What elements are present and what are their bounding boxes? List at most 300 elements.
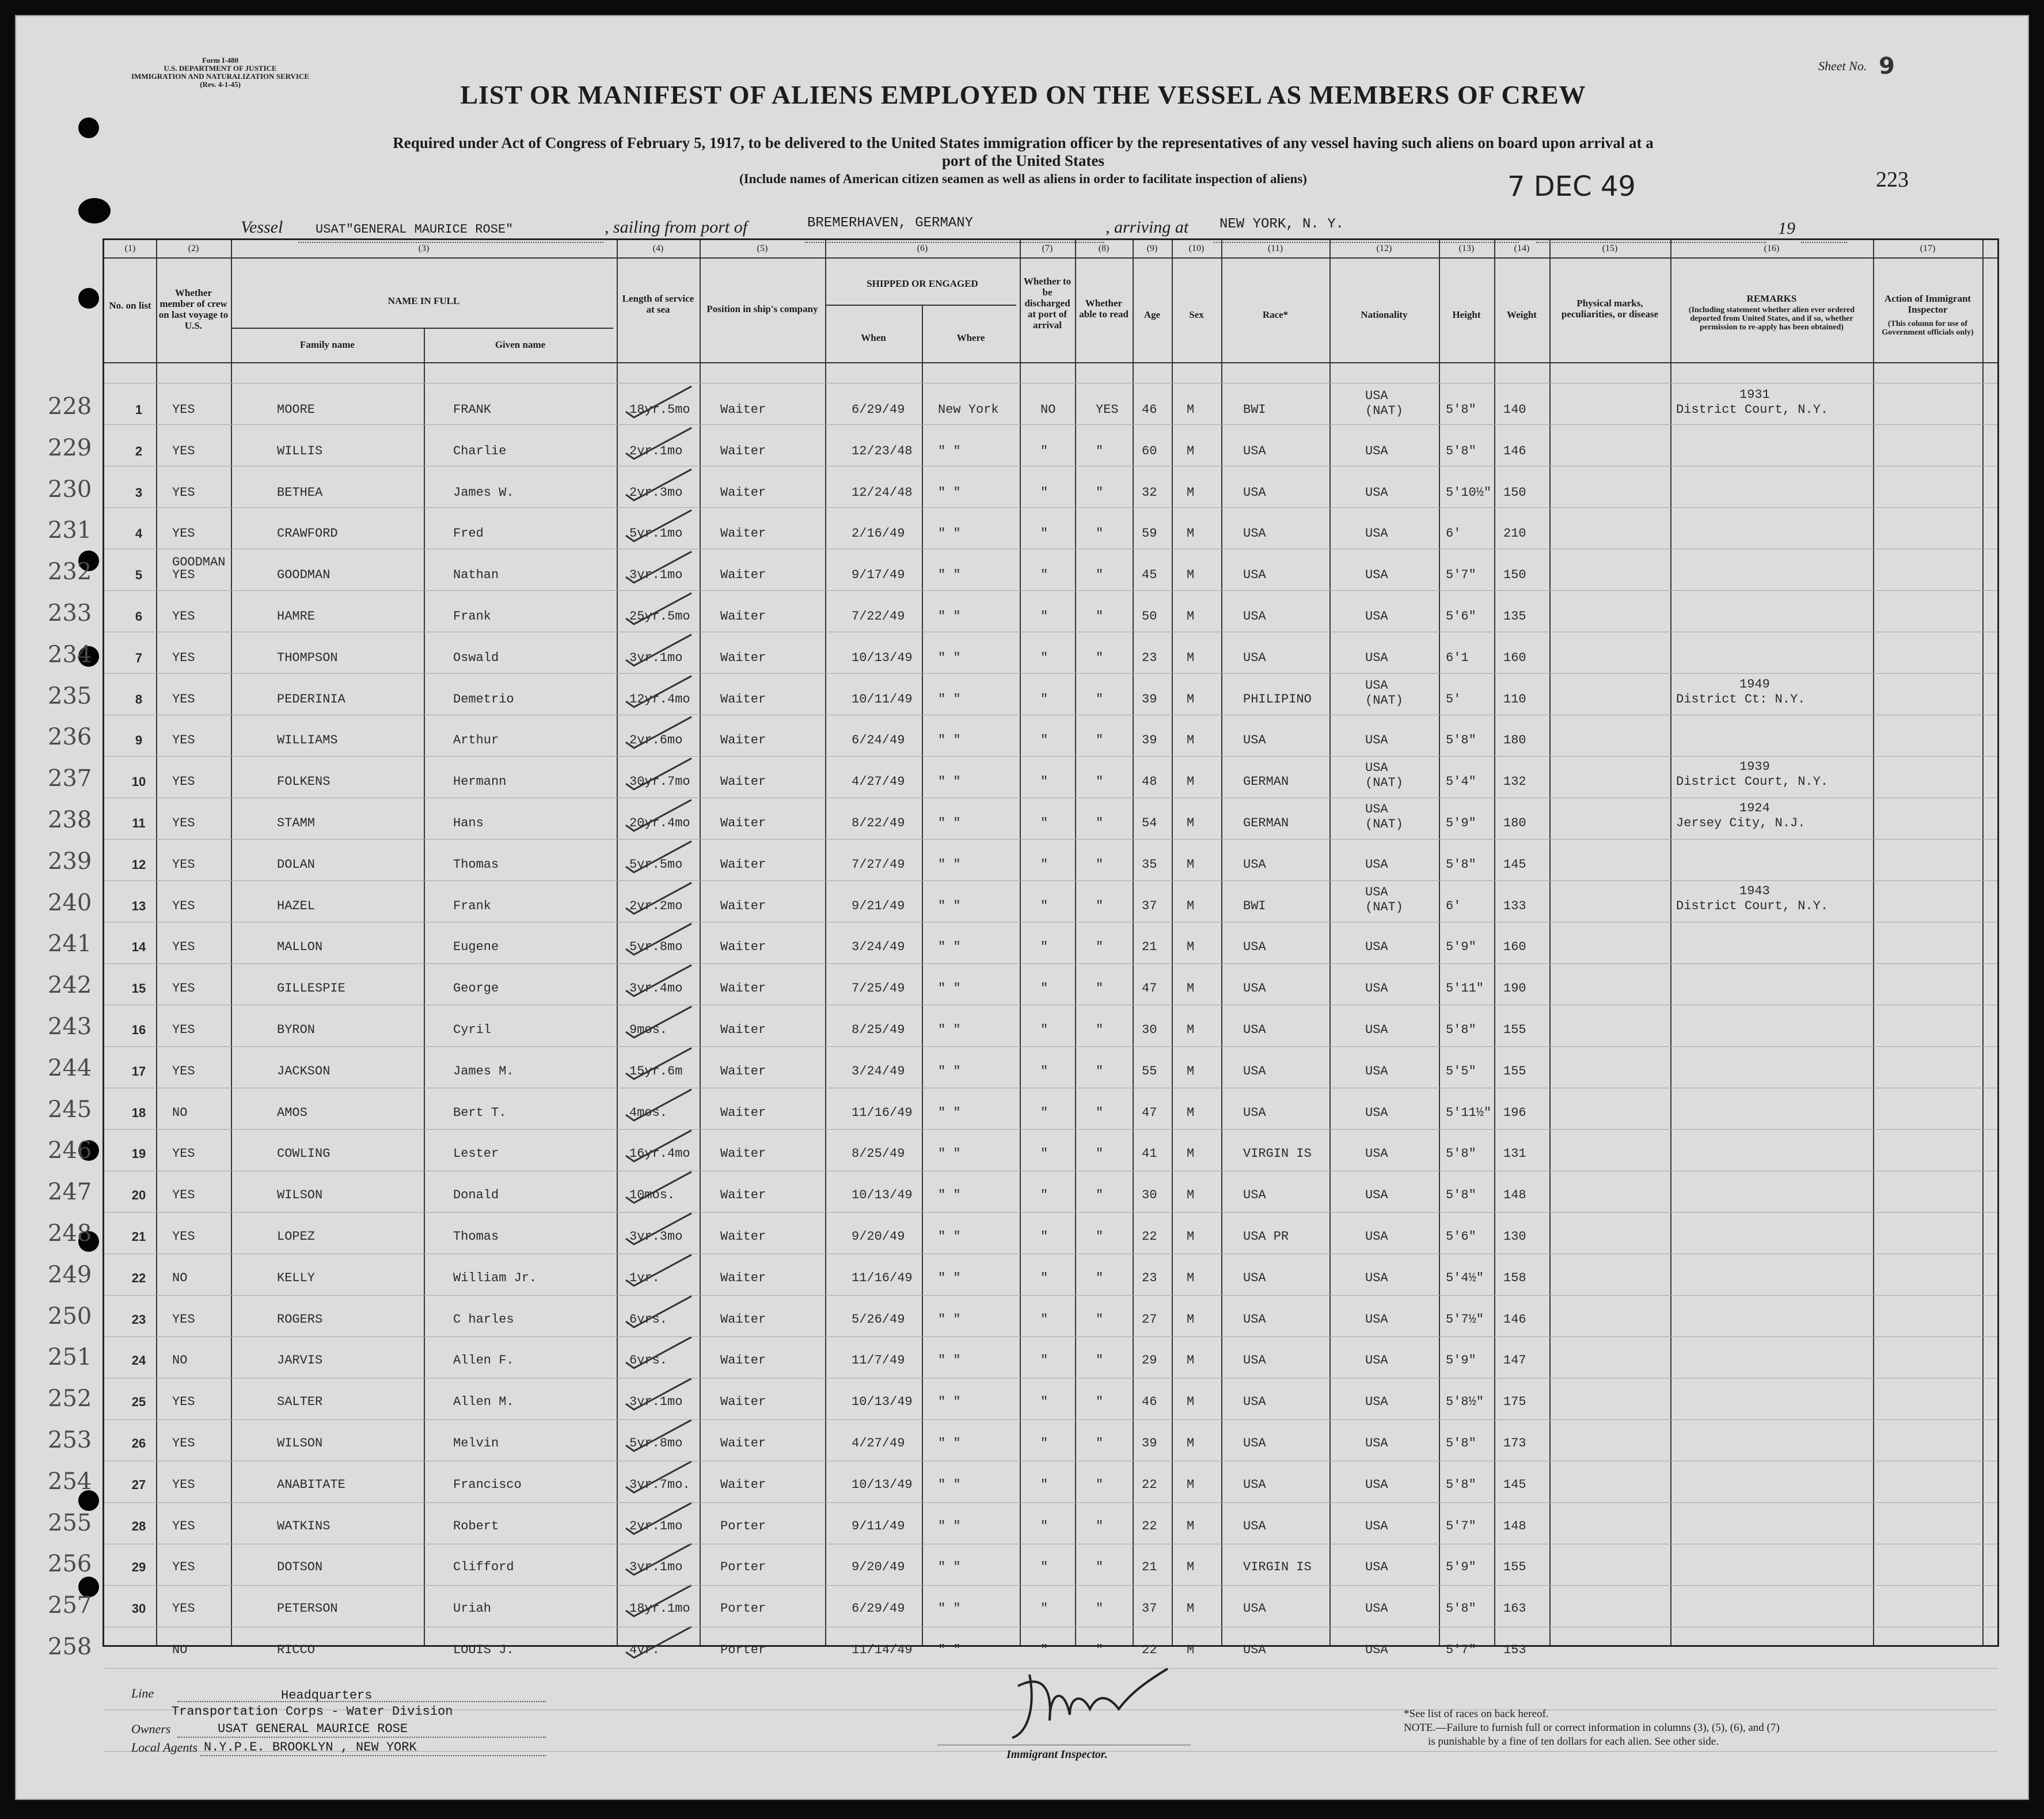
cell-position: Waiter	[720, 981, 766, 996]
ledger-number: 239	[48, 848, 92, 875]
cell-service: 5yr.8mo	[629, 1436, 683, 1450]
cell-no: 13	[131, 898, 146, 913]
cell-age: 54	[1142, 816, 1157, 830]
cell-service: 2yr.1mo	[629, 1518, 683, 1533]
cell-position: Waiter	[720, 898, 766, 913]
cell-disch: "	[1040, 1270, 1048, 1285]
cell-last: YES	[172, 1395, 195, 1410]
cell-read: "	[1096, 898, 1104, 913]
cell-weight: 150	[1503, 485, 1526, 500]
cell-age: 60	[1142, 443, 1157, 458]
col-num-10: (10)	[1188, 244, 1205, 253]
check-mark	[622, 1457, 697, 1497]
cell-weight: 173	[1503, 1436, 1526, 1450]
cell-rem2: District Ct: N.Y.	[1676, 692, 1806, 707]
header-remarks-note: (Including statement whether alien ever ordered deported from United States, and if so, whether permission to re-apply has been obtained)	[1688, 306, 1855, 332]
cell-weight: 163	[1503, 1601, 1526, 1616]
cell-disch: "	[1040, 1477, 1048, 1492]
cell-last: YES	[172, 1518, 195, 1533]
cell-no: 19	[131, 1146, 146, 1161]
cell-family: SALTER	[277, 1395, 323, 1410]
ruled-line	[104, 1419, 1997, 1420]
cell-where: " "	[938, 1395, 961, 1410]
cell-age: 22	[1142, 1229, 1157, 1244]
cell-no: 27	[131, 1477, 146, 1492]
cell-nat: USA	[1365, 1312, 1388, 1327]
cell-age: 22	[1142, 1477, 1157, 1492]
cell-height: 5'8"	[1446, 1601, 1476, 1616]
cell-last: NO	[172, 1643, 188, 1657]
cell-no: 22	[131, 1270, 146, 1285]
cell-disch: "	[1040, 1436, 1048, 1450]
cell-service: 20yr.4mo	[629, 816, 690, 830]
cell-position: Waiter	[720, 1477, 766, 1492]
cell-disch: "	[1040, 981, 1048, 996]
cell-disch: "	[1040, 1023, 1048, 1037]
cell-when: 9/21/49	[852, 898, 905, 913]
cell-disch: "	[1040, 568, 1048, 583]
cell-when: 11/16/49	[852, 1105, 913, 1120]
cell-disch: "	[1040, 940, 1048, 955]
header-nationality: Nationality	[1361, 309, 1408, 320]
cell-nat: USA	[1365, 1560, 1388, 1575]
check-mark	[622, 630, 697, 670]
cell-disch: "	[1040, 1560, 1048, 1575]
cell-no: 3	[135, 485, 143, 500]
cell-race: GERMAN	[1243, 816, 1289, 830]
header-where: Where	[956, 332, 985, 343]
cell-sex: M	[1187, 1146, 1195, 1161]
cell-no: 26	[131, 1436, 146, 1450]
cell-position: Porter	[720, 1601, 766, 1616]
cell-no: 28	[131, 1518, 146, 1533]
cell-where: " "	[938, 1312, 961, 1327]
cell-disch: "	[1040, 1188, 1048, 1203]
cell-disch: "	[1040, 816, 1048, 830]
cell-sex: M	[1187, 1395, 1195, 1410]
cell-height: 5'4"	[1446, 774, 1476, 789]
cell-age: 23	[1142, 650, 1157, 665]
cell-height: 5'8"	[1446, 857, 1476, 872]
cell-nat: USA	[1365, 1395, 1388, 1410]
header-age: Age	[1143, 309, 1161, 320]
ledger-number: 228	[48, 393, 92, 420]
cell-age: 23	[1142, 1270, 1157, 1285]
col-num-1: (1)	[124, 244, 136, 253]
cell-disch: "	[1040, 609, 1048, 624]
cell-height: 5'10½"	[1446, 485, 1492, 500]
cell-sex: M	[1187, 1518, 1195, 1533]
check-mark	[622, 1622, 697, 1662]
check-mark	[622, 1332, 697, 1373]
cell-service: 3yr.1mo	[629, 1395, 683, 1410]
check-mark	[622, 382, 697, 422]
cell-weight: 132	[1503, 774, 1526, 789]
cell-position: Waiter	[720, 1105, 766, 1120]
form-revision: (Rev. 4-1-45)	[200, 80, 241, 89]
cell-read: "	[1096, 1229, 1104, 1244]
cell-weight: 146	[1503, 1312, 1526, 1327]
cell-age: 50	[1142, 609, 1157, 624]
cell-age: 46	[1142, 1395, 1157, 1410]
cell-service: 5yr.1mo	[629, 526, 683, 541]
cell-read: "	[1096, 1312, 1104, 1327]
cell-last: YES	[172, 1601, 195, 1616]
cell-last: YES	[172, 1312, 195, 1327]
ledger-number: 232	[48, 559, 92, 586]
cell-service: 4mos.	[629, 1105, 668, 1120]
cell-last: YES	[172, 443, 195, 458]
cell-where: " "	[938, 443, 961, 458]
cell-when: 6/29/49	[852, 402, 905, 417]
header-physical-marks: Physical marks, peculiarities, or disease	[1561, 298, 1659, 320]
cell-when: 11/7/49	[852, 1353, 905, 1368]
col-num-13: (13)	[1458, 244, 1475, 253]
cell-given: FRANK	[453, 402, 492, 417]
cell-nat: USA	[1365, 1601, 1388, 1616]
cell-rem2: District Court, N.Y.	[1676, 898, 1829, 913]
cell-when: 2/16/49	[852, 526, 905, 541]
cell-last: YES	[172, 774, 195, 789]
cell-service: 10mos.	[629, 1188, 675, 1203]
cell-position: Waiter	[720, 1395, 766, 1410]
arriving-port: NEW YORK, N. Y.	[1219, 217, 1344, 232]
cell-service: 3yr.7mo.	[629, 1477, 690, 1492]
ledger-number: 251	[48, 1344, 92, 1371]
col-num-16: (16)	[1764, 244, 1780, 253]
cell-race: USA	[1243, 1477, 1266, 1492]
cell-last: YES	[172, 568, 195, 583]
cell-given: Bert T.	[453, 1105, 507, 1120]
col-num-17: (17)	[1920, 244, 1936, 253]
cell-nat: USA	[1365, 884, 1388, 899]
check-mark	[622, 1415, 697, 1456]
cell-where: " "	[938, 1643, 961, 1657]
cell-family: STAMM	[277, 816, 316, 830]
check-mark	[622, 1292, 697, 1332]
ledger-number: 229	[48, 434, 92, 461]
cell-position: Waiter	[720, 940, 766, 955]
subtitle-line3: (Include names of American citizen seamen as well as aliens in order to facilitate inspection of aliens)	[739, 172, 1307, 186]
col-num-7: (7)	[1042, 244, 1053, 253]
cell-no: 17	[131, 1064, 146, 1079]
cell-given: Nathan	[453, 568, 499, 583]
cell-given: LOUIS J.	[453, 1643, 514, 1657]
department: U.S. DEPARTMENT OF JUSTICE	[164, 64, 277, 73]
check-mark	[622, 795, 697, 836]
inspector-signature	[995, 1651, 1191, 1749]
cell-disch: "	[1040, 1064, 1048, 1079]
check-mark	[622, 960, 697, 1001]
cell-where: " "	[938, 1270, 961, 1285]
cell-when: 9/20/49	[852, 1560, 905, 1575]
cell-nat: USA	[1365, 526, 1388, 541]
cell-nat: USA	[1365, 1229, 1388, 1244]
cell-position: Waiter	[720, 485, 766, 500]
cell-weight: 130	[1503, 1229, 1526, 1244]
check-mark	[622, 465, 697, 505]
cell-where: " "	[938, 568, 961, 583]
cell-where: " "	[938, 1436, 961, 1450]
cell-where: " "	[938, 774, 961, 789]
cell-rem2: Jersey City, N.J.	[1676, 816, 1806, 830]
check-mark	[622, 1126, 697, 1166]
header-shipped-engaged: SHIPPED OR ENGAGED	[867, 278, 978, 289]
cell-where: " "	[938, 1105, 961, 1120]
cell-where: " "	[938, 650, 961, 665]
cell-weight: 148	[1503, 1188, 1526, 1203]
cell-race: USA	[1243, 1353, 1266, 1368]
header-discharged: Whether to be discharged at port of arrival	[1023, 276, 1072, 331]
cell-weight: 110	[1503, 692, 1526, 707]
cell-sex: M	[1187, 1312, 1195, 1327]
col-num-14: (14)	[1514, 244, 1530, 253]
cell-height: 5'8½"	[1446, 1395, 1484, 1410]
cell-family: THOMPSON	[277, 650, 338, 665]
cell-nat: USA	[1365, 650, 1388, 665]
cell-height: 5'4½"	[1446, 1270, 1484, 1285]
cell-sex: M	[1187, 609, 1195, 624]
cell-weight: 146	[1503, 443, 1526, 458]
cell-sex: M	[1187, 1477, 1195, 1492]
col-num-3: (3)	[418, 244, 430, 253]
cell-sex: M	[1187, 526, 1195, 541]
ruled-line	[104, 1295, 1997, 1296]
ledger-number: 242	[48, 972, 92, 999]
sheet-number: 9	[1879, 53, 1895, 79]
check-mark	[622, 1002, 697, 1042]
cell-when: 6/24/49	[852, 733, 905, 748]
ruled-line	[104, 1129, 1997, 1130]
cell-weight: 196	[1503, 1105, 1526, 1120]
cell-no: 8	[135, 692, 143, 707]
cell-disch: "	[1040, 1518, 1048, 1533]
cell-no: 20	[131, 1188, 146, 1203]
cell-disch: "	[1040, 650, 1048, 665]
cell-read: "	[1096, 857, 1104, 872]
cell-disch: "	[1040, 1229, 1048, 1244]
cell-age: 37	[1142, 898, 1157, 913]
cell-service: 2yr.2mo	[629, 898, 683, 913]
cell-no: 2	[135, 443, 143, 458]
cell-given: James W.	[453, 485, 514, 500]
cell-last: YES	[172, 733, 195, 748]
sailing-port: BREMERHAVEN, GERMANY	[807, 215, 974, 231]
cell-age: 47	[1142, 981, 1157, 996]
cell-family: JACKSON	[277, 1064, 330, 1079]
check-mark	[622, 1374, 697, 1414]
cell-race: USA	[1243, 443, 1266, 458]
header-name-in-full: NAME IN FULL	[387, 295, 460, 306]
cell-nat: USA	[1365, 389, 1388, 403]
cell-age: 47	[1142, 1105, 1157, 1120]
cell-given: Francisco	[453, 1477, 522, 1492]
col-num-11: (11)	[1267, 244, 1283, 253]
cell-position: Waiter	[720, 1436, 766, 1450]
header-height: Height	[1452, 309, 1481, 320]
cell-service: 3yr.1mo	[629, 1560, 683, 1575]
ruled-line	[104, 1336, 1997, 1337]
cell-position: Waiter	[720, 650, 766, 665]
cell-last: YES	[172, 1229, 195, 1244]
cell-given: Hans	[453, 816, 484, 830]
cell-no: 1	[135, 402, 143, 417]
cell-race: USA	[1243, 1023, 1266, 1037]
cell-where: " "	[938, 1477, 961, 1492]
ruled-line	[104, 1378, 1997, 1379]
cell-no: 14	[131, 940, 146, 955]
cell-nat: USA	[1365, 1477, 1388, 1492]
cell-height: 5'7"	[1446, 1518, 1476, 1533]
cell-last: YES	[172, 402, 195, 417]
cell-when: 9/11/49	[852, 1518, 905, 1533]
arriving-label: , arriving at	[1105, 218, 1189, 237]
cell-age: 39	[1142, 733, 1157, 748]
cell-read: "	[1096, 568, 1104, 583]
cell-given: Allen M.	[453, 1395, 514, 1410]
cell-disch: "	[1040, 1312, 1048, 1327]
cell-where: " "	[938, 940, 961, 955]
cell-where: " "	[938, 1146, 961, 1161]
cell-no: 15	[131, 981, 146, 996]
cell-when: 11/16/49	[852, 1270, 913, 1285]
cell-position: Porter	[720, 1560, 766, 1575]
cell-disch: "	[1040, 1105, 1048, 1120]
ruled-line	[104, 839, 1997, 840]
ruled-line	[104, 673, 1997, 674]
cell-when: 8/25/49	[852, 1146, 905, 1161]
cell-weight: 140	[1503, 402, 1526, 417]
cell-family: WILSON	[277, 1436, 323, 1450]
cell-sex: M	[1187, 1560, 1195, 1575]
header-position: Position in ship's company	[706, 303, 818, 314]
cell-height: 5'	[1446, 692, 1461, 707]
page-title: LIST OR MANIFEST OF ALIENS EMPLOYED ON THE VESSEL AS MEMBERS OF CREW	[460, 80, 1586, 109]
cell-nat: USA	[1365, 1064, 1388, 1079]
col-num-5: (5)	[757, 244, 768, 253]
cell-race: USA PR	[1243, 1229, 1289, 1244]
cell-disch: "	[1040, 733, 1048, 748]
cell-when: 9/20/49	[852, 1229, 905, 1244]
cell-race: USA	[1243, 485, 1266, 500]
cell-family: WILLIAMS	[277, 733, 338, 748]
cell-sex: M	[1187, 402, 1195, 417]
cell-family: MALLON	[277, 940, 323, 955]
cell-race: USA	[1243, 1601, 1266, 1616]
cell-given: Allen F.	[453, 1353, 514, 1368]
cell-position: Waiter	[720, 443, 766, 458]
cell-service: 9mos.	[629, 1023, 668, 1037]
cell-sex: M	[1187, 940, 1195, 955]
cell-weight: 210	[1503, 526, 1526, 541]
cell-when: 7/27/49	[852, 857, 905, 872]
cell-race: BWI	[1243, 898, 1266, 913]
cell-race: USA	[1243, 609, 1266, 624]
cell-age: 30	[1142, 1023, 1157, 1037]
cell-nat: USA	[1365, 443, 1388, 458]
cell-last: YES	[172, 1146, 195, 1161]
cell-given: Melvin	[453, 1436, 499, 1450]
cell-disch: "	[1040, 485, 1048, 500]
cell-height: 5'9"	[1446, 1353, 1476, 1368]
service-name: IMMIGRATION AND NATURALIZATION SERVICE	[131, 72, 310, 81]
cell-race: USA	[1243, 1436, 1266, 1450]
cell-position: Waiter	[720, 1353, 766, 1368]
cell-family: KELLY	[277, 1270, 316, 1285]
cell-given: Frank	[453, 609, 492, 624]
cell-family: GOODMAN	[277, 568, 330, 583]
cell-last: YES	[172, 1477, 195, 1492]
cell-disch: "	[1040, 898, 1048, 913]
cell-read: "	[1096, 1353, 1104, 1368]
cell-when: 10/13/49	[852, 650, 913, 665]
cell-age: 37	[1142, 1601, 1157, 1616]
cell-where: " "	[938, 1560, 961, 1575]
cell-nat: USA	[1365, 1518, 1388, 1533]
cell-nat: USA	[1365, 1146, 1388, 1161]
cell-no: 23	[131, 1312, 146, 1327]
check-mark	[622, 1498, 697, 1539]
header-able-to-read: Whether able to read	[1079, 298, 1129, 320]
races-note: *See list of races on back hereof.	[1404, 1708, 1549, 1720]
cell-race: VIRGIN IS	[1243, 1146, 1312, 1161]
header-remarks: REMARKS	[1746, 293, 1797, 304]
header-no-on-list: No. on list	[109, 300, 151, 311]
col-num-15: (15)	[1602, 244, 1618, 253]
cell-where: " "	[938, 609, 961, 624]
cell-disch: "	[1040, 443, 1048, 458]
cell-position: Waiter	[720, 1023, 766, 1037]
cell-sex: M	[1187, 733, 1195, 748]
cell-disch: "	[1040, 1353, 1048, 1368]
cell-family: ROGERS	[277, 1312, 323, 1327]
cell-read: "	[1096, 1601, 1104, 1616]
cell-sex: M	[1187, 1436, 1195, 1450]
ledger-number: 240	[48, 889, 92, 916]
date-stamp: 7 DEC 49	[1507, 170, 1636, 203]
cell-given: William Jr.	[453, 1270, 537, 1285]
cell-nat: USA	[1365, 981, 1388, 996]
cell-nat2: (NAT)	[1365, 899, 1404, 914]
cell-given: Demetrio	[453, 692, 514, 707]
cell-read: "	[1096, 1105, 1104, 1120]
cell-where: New York	[938, 402, 999, 417]
cell-last: YES	[172, 1560, 195, 1575]
header-last-voyage: Whether member of crew on last voyage to U.S.	[158, 287, 229, 331]
ledger-number: 235	[48, 682, 92, 709]
cell-where: " "	[938, 692, 961, 707]
cell-weight: 150	[1503, 568, 1526, 583]
cell-given: C harles	[453, 1312, 514, 1327]
cell-no: 18	[131, 1105, 146, 1120]
cell-weight: 160	[1503, 940, 1526, 955]
ledger-number: 241	[48, 931, 92, 958]
cell-when: 10/13/49	[852, 1477, 913, 1492]
cell-weight: 131	[1503, 1146, 1526, 1161]
subtitle-line2: port of the United States	[942, 152, 1104, 169]
ledger-number: 250	[48, 1302, 92, 1330]
cell-family: WATKINS	[277, 1518, 330, 1533]
cell-last: YES	[172, 816, 195, 830]
cell-nat: USA	[1365, 761, 1388, 776]
cell-last: NO	[172, 1270, 188, 1285]
cell-weight: 155	[1503, 1064, 1526, 1079]
cell-family: BETHEA	[277, 485, 323, 500]
cell-nat: USA	[1365, 857, 1388, 872]
cell-given: James M.	[453, 1064, 514, 1079]
cell-when: 3/24/49	[852, 940, 905, 955]
footer-agents-value: N.Y.P.E. BROOKLYN , NEW YORK	[204, 1740, 417, 1755]
